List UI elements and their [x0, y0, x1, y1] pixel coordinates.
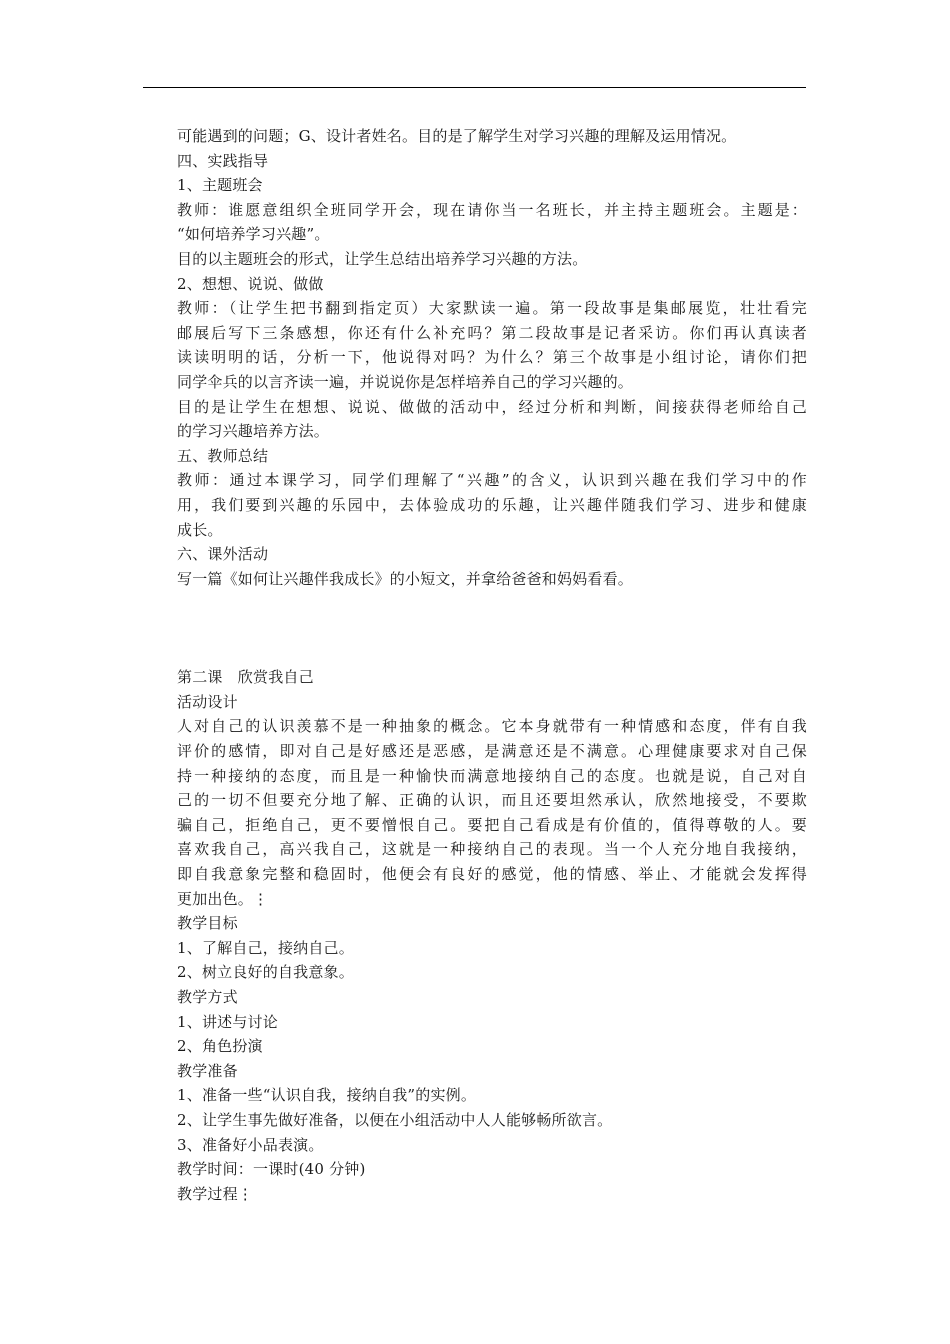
text-line: 可能遇到的问题；G、设计者姓名。目的是了解学生对学习兴趣的理解及运用情况。: [177, 127, 737, 145]
text-line: 教师：（让学生把书翻到指定页）大家默读一遍。第一段故事是集邮展览，壮壮看完: [177, 299, 807, 318]
text-line: 教学过程⋮: [177, 1184, 254, 1203]
text-line: 邮展后写下三条感想，你还有什么补充吗？第二段故事是记者采访。你们再认真读者: [177, 323, 807, 342]
text-line: 教师：通过本课学习，同学们理解了“兴趣”的含义，认识到兴趣在我们学习中的作: [177, 471, 807, 490]
section-lesson-two: [177, 665, 807, 1206]
text-line: 喜欢我自己，高兴我自己，这就是一种接纳自己的表现。当一个人充分地自我接纳，: [177, 840, 807, 859]
text-line: 目的是让学生在想想、说说、做做的活动中，经过分析和判断，间接获得老师给自己: [177, 397, 807, 416]
text-line: 活动设计: [177, 692, 238, 711]
header-rule: [143, 87, 806, 88]
text-line: 1、准备一些“认识自我，接纳自我”的实例。: [177, 1086, 477, 1105]
text-line: 2、角色扮演: [177, 1037, 263, 1056]
text-line: 写一篇《如何让兴趣伴我成长》的小短文，并拿给爸爸和妈妈看看。: [177, 569, 634, 588]
text-line: 第二课 欣赏我自己: [177, 668, 314, 687]
text-line: 六、课外活动: [177, 545, 269, 564]
text-line: 2、想想、说说、做做: [177, 274, 324, 293]
text-line: 更加出色。⋮: [177, 889, 269, 908]
text-line: 教师：谁愿意组织全班同学开会，现在请你当一名班长，并主持主题班会。主题是：: [177, 200, 807, 219]
section-top-text: [177, 124, 807, 591]
text-line: 持一种接纳的态度，而且是一种愉快而满意地接纳自己的态度。也就是说，自己对自: [177, 766, 807, 785]
text-line: 己的一切不但要充分地了解、正确的认识，而且还要坦然承认，欣然地接受，不要欺: [177, 791, 807, 810]
text-line: 成长。: [177, 520, 223, 539]
text-line: 教学方式: [177, 988, 238, 1006]
text-line: 1、了解自己，接纳自己。: [177, 938, 354, 957]
text-line: 目的以主题班会的形式，让学生总结出培养学习兴趣的方法。: [177, 249, 588, 268]
text-line: “如何培养学习兴趣”。: [177, 225, 330, 244]
text-line: 教学准备: [177, 1061, 238, 1080]
text-line: 教学目标: [177, 914, 238, 933]
text-line: 即自我意象完整和稳固时，他便会有良好的感觉，他的情感、举止、才能就会发挥得: [177, 865, 807, 884]
text-line: 同学伞兵的以言齐读一遍，并说说你是怎样培养自己的学习兴趣的。: [177, 372, 634, 391]
document-page: [177, 124, 807, 1206]
text-line: 人对自己的认识羡慕不是一种抽象的概念。它本身就带有一种情感和态度，伴有自我: [177, 717, 807, 736]
text-line: 用，我们要到兴趣的乐园中，去体验成功的乐趣，让兴趣伴随我们学习、进步和健康: [177, 495, 807, 514]
text-line: 3、准备好小品表演。: [177, 1135, 324, 1154]
text-line: 1、主题班会: [177, 176, 263, 195]
text-line: 的学习兴趣培养方法。: [177, 422, 330, 441]
text-line: 教学时间：一课时(40 分钟): [177, 1160, 366, 1179]
text-line: 五、教师总结: [177, 446, 269, 465]
text-line: 1、讲述与讨论: [177, 1012, 278, 1031]
section-gap: [177, 591, 807, 665]
text-line: 评价的感情，即对自己是好感还是恶感，是满意还是不满意。心理健康要求对自己保: [177, 742, 807, 761]
text-line: 读读明明的话，分析一下，他说得对吗？为什么？第三个故事是小组讨论，请你们把: [177, 348, 807, 367]
text-line: 2、让学生事先做好准备，以便在小组活动中人人能够畅所欲言。: [177, 1110, 613, 1129]
text-line: 骗自己，拒绝自己，更不要憎恨自己。要把自己看成是有价值的，值得尊敬的人。要: [177, 815, 807, 834]
text-line: 四、实践指导: [177, 151, 269, 170]
text-line: 2、树立良好的自我意象。: [177, 963, 354, 982]
